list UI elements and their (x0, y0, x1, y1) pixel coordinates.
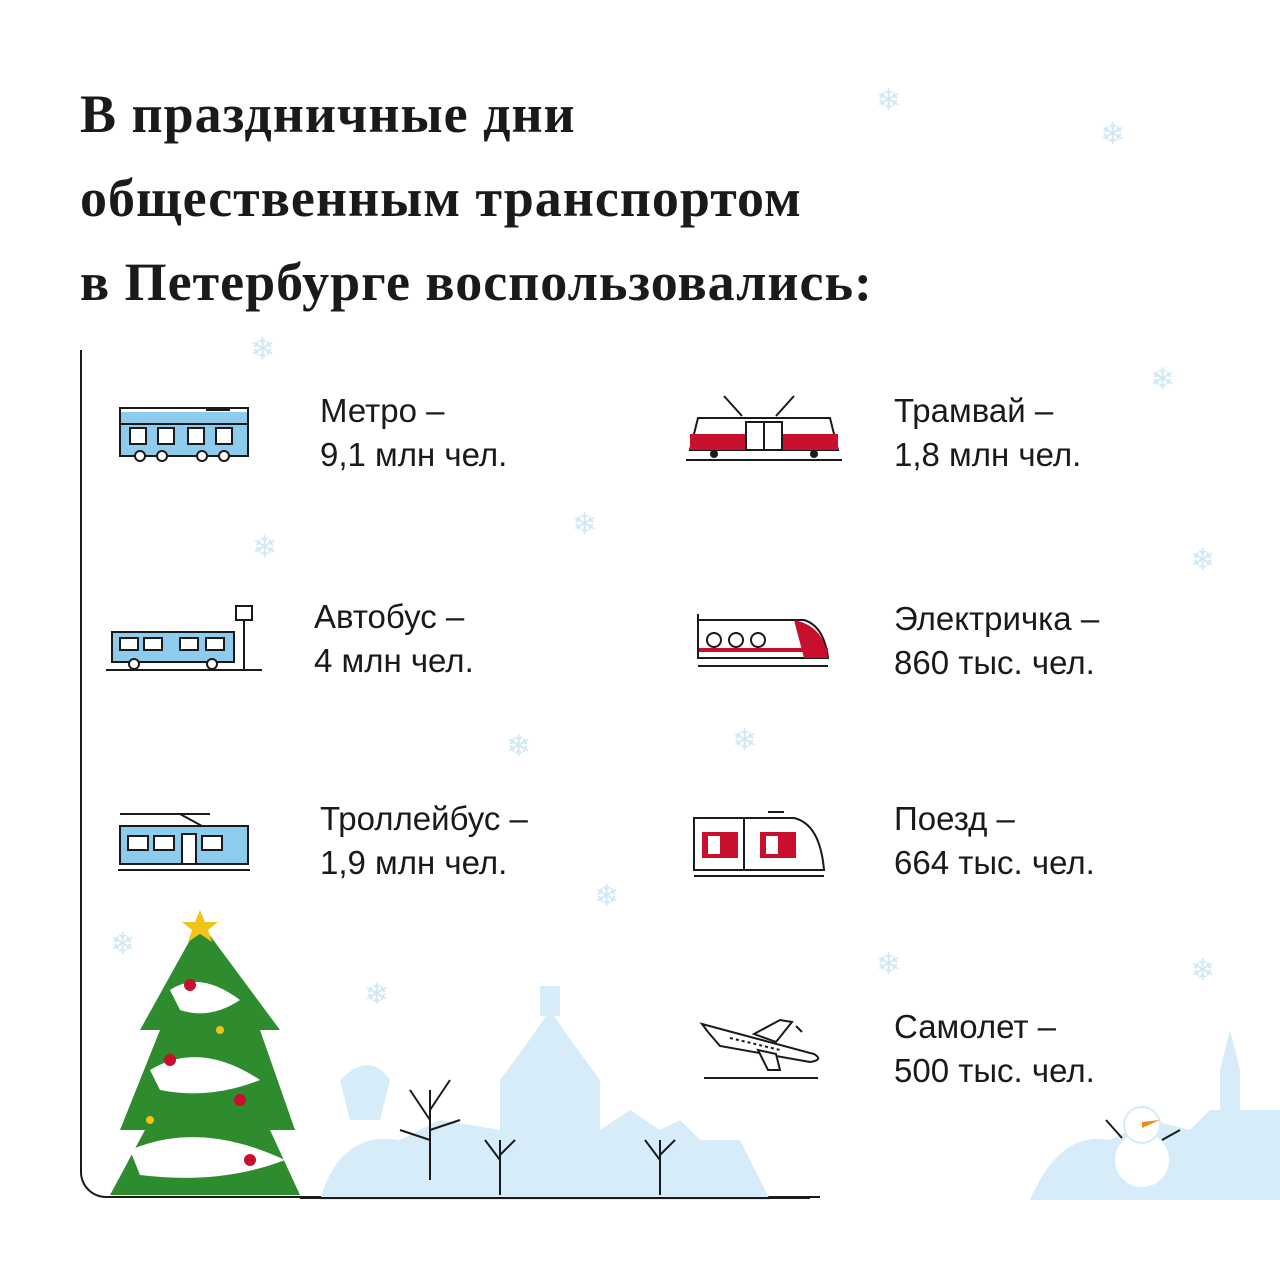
snowflake-icon: ❄ (572, 507, 598, 542)
transport-value: 9,1 млн чел. (320, 436, 508, 473)
snowflake-icon: ❄ (876, 947, 902, 982)
transport-value: 500 тыс. чел. (894, 1052, 1095, 1089)
transport-name: Автобус – (314, 598, 465, 635)
snowman-skyline-illustration (1030, 1010, 1280, 1200)
transport-name: Электричка – (894, 600, 1100, 637)
snowflake-icon: ❄ (1190, 953, 1216, 988)
transport-name: Трамвай – (894, 392, 1054, 429)
transport-value: 4 млн чел. (314, 642, 474, 679)
city-skyline-illustration (300, 977, 820, 1200)
transport-name: Поезд – (894, 800, 1015, 837)
train-icon (684, 796, 844, 886)
transport-name: Троллейбус – (320, 800, 528, 837)
transport-item-tram (684, 388, 1081, 478)
snowflake-icon: ❄ (594, 879, 620, 914)
transport-name: Самолет – (894, 1008, 1057, 1045)
snowflake-icon: ❄ (364, 977, 390, 1012)
transport-item-metro (110, 388, 507, 478)
snowflake-icon: ❄ (506, 729, 532, 764)
metro-train-icon (110, 388, 270, 478)
suburban-train-icon (684, 596, 844, 686)
transport-value: 860 тыс. чел. (894, 644, 1095, 681)
snowflake-icon: ❄ (110, 927, 136, 962)
transport-value: 1,9 млн чел. (320, 844, 508, 881)
trolleybus-icon (110, 796, 270, 886)
title-line-3: в Петербурге воспользовались: (80, 252, 874, 312)
snowflake-icon: ❄ (732, 723, 758, 758)
transport-item-bus (104, 594, 474, 684)
transport-label (894, 597, 1099, 685)
tram-icon (684, 388, 844, 478)
snowflake-icon: ❄ (1150, 362, 1176, 397)
transport-name: Метро – (320, 392, 445, 429)
snowflake-icon: ❄ (876, 83, 902, 118)
bus-icon (104, 594, 264, 684)
page-title (80, 72, 1200, 324)
transport-label (320, 389, 507, 477)
transport-label (314, 595, 474, 683)
transport-label (894, 797, 1095, 885)
title-line-2: общественным транспортом (80, 168, 802, 228)
snowflake-icon: ❄ (1100, 117, 1126, 152)
transport-label (894, 389, 1081, 477)
snowflake-icon: ❄ (1190, 543, 1216, 578)
transport-label (320, 797, 528, 885)
christmas-tree-illustration (110, 910, 310, 1200)
transport-value: 1,8 млн чел. (894, 436, 1082, 473)
transport-value: 664 тыс. чел. (894, 844, 1095, 881)
snowflake-icon: ❄ (252, 530, 278, 565)
snowflake-icon: ❄ (250, 332, 276, 367)
transport-item-trolleybus (110, 796, 528, 886)
transport-item-train (684, 796, 1095, 886)
title-line-1: В праздничные дни (80, 84, 576, 144)
transport-item-suburban-train (684, 596, 1099, 686)
